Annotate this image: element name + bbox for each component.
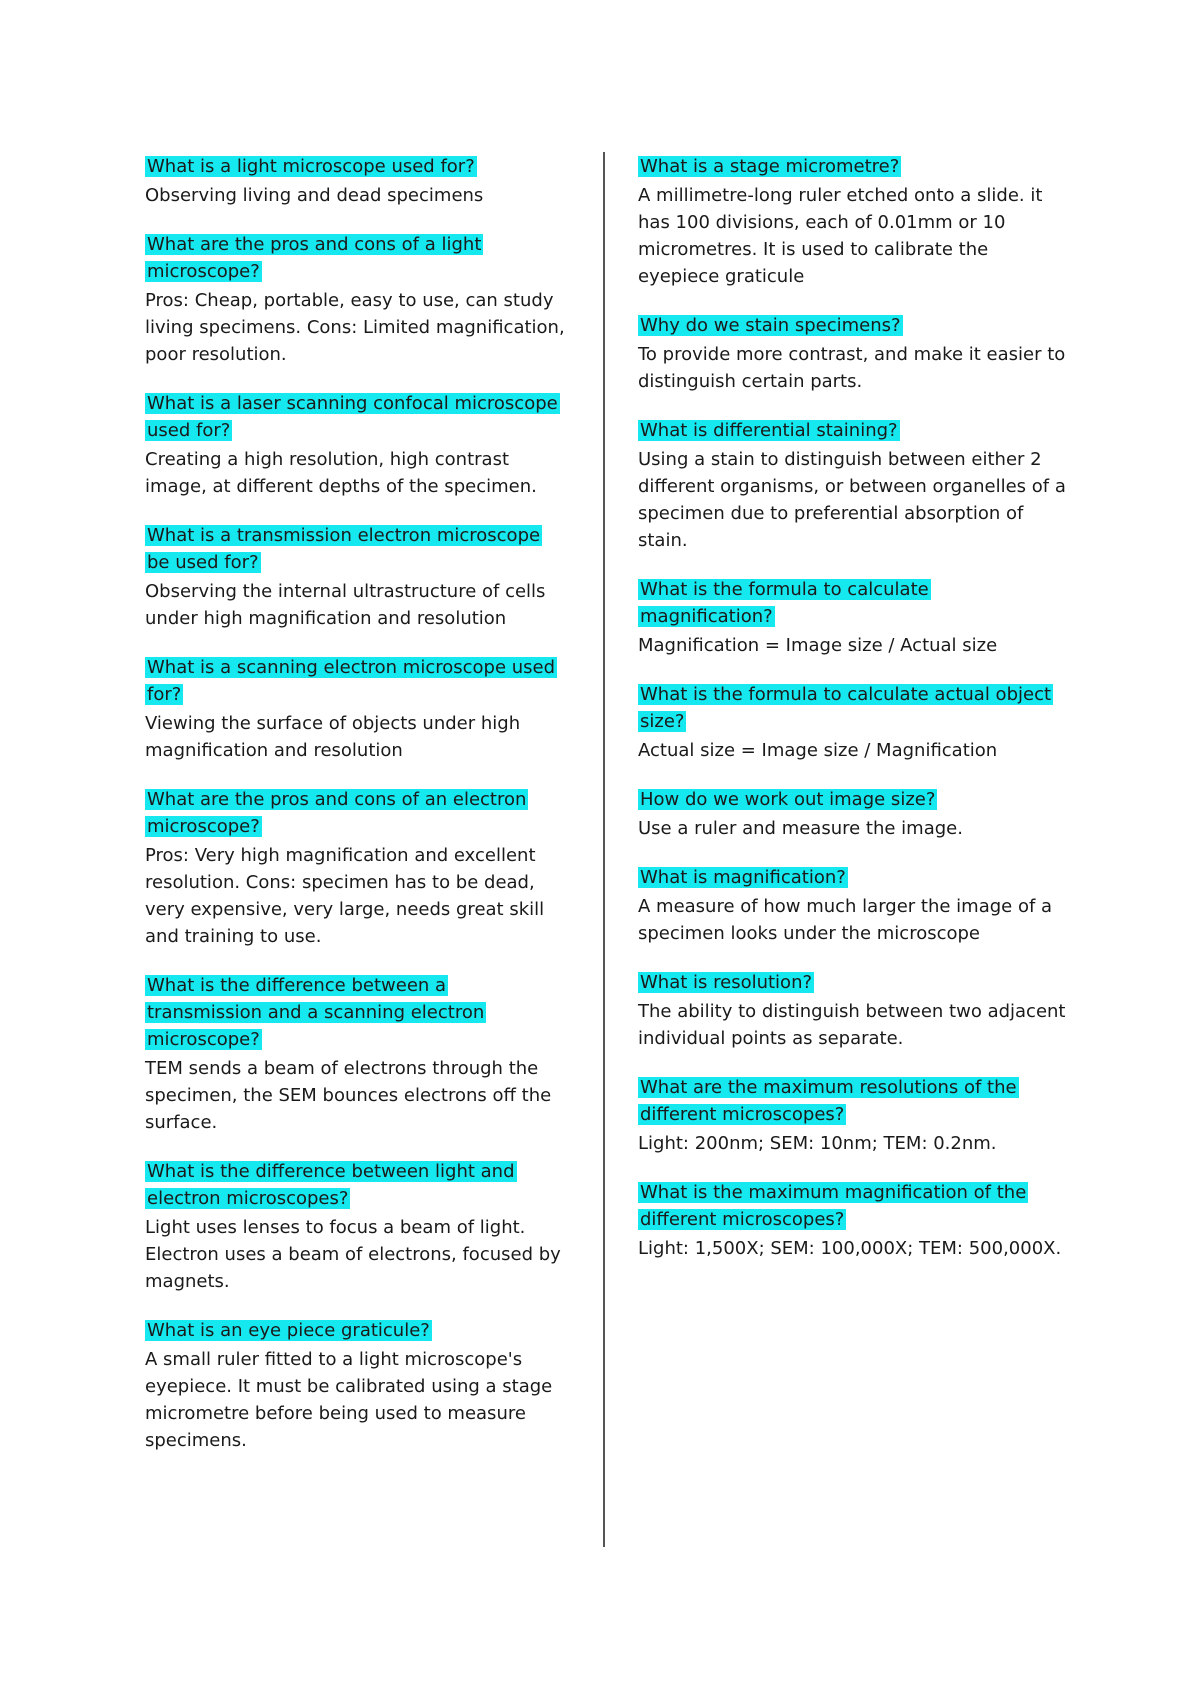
highlighted-question: What is a transmission electron microscope be used for?: [147, 525, 541, 573]
qa-item: [145, 1317, 565, 1454]
answer: TEM sends a beam of electrons through the specimen, the SEM bounces electrons off the surface.: [145, 1058, 552, 1133]
qa-item: [638, 786, 1068, 842]
question: [145, 153, 565, 180]
highlighted-question: What is an eye piece graticule?: [147, 1320, 430, 1341]
highlighted-question: What is a scanning electron microscope used for?: [147, 657, 556, 705]
question: [145, 654, 565, 708]
qa-item: [638, 312, 1068, 395]
answer: Observing living and dead specimens: [145, 185, 484, 206]
answer: To provide more contrast, and make it easier to distinguish certain parts.: [638, 344, 1066, 392]
answer: Use a ruler and measure the image.: [638, 818, 963, 839]
qa-item: [145, 654, 565, 764]
question: [145, 390, 565, 444]
left-column: [145, 153, 565, 1476]
highlighted-question: How do we work out image size?: [640, 789, 936, 810]
highlighted-question: What is magnification?: [640, 867, 846, 888]
qa-item: [145, 153, 565, 209]
question: [145, 1158, 565, 1212]
qa-item: [145, 1158, 565, 1295]
qa-item: [145, 390, 565, 500]
highlighted-question: What is the maximum magnification of the different microscopes?: [640, 1182, 1027, 1230]
highlighted-question: What are the pros and cons of a light microscope?: [147, 234, 482, 282]
qa-item: [638, 576, 1068, 659]
highlighted-question: What is resolution?: [640, 972, 813, 993]
answer: Observing the internal ultrastructure of cells under high magnification and resolution: [145, 581, 546, 629]
qa-item: [638, 681, 1068, 764]
answer: Light uses lenses to focus a beam of light. Electron uses a beam of electrons, focused by magnets.: [145, 1217, 561, 1292]
answer: Light: 1,500X; SEM: 100,000X; TEM: 500,000X.: [638, 1238, 1062, 1259]
question: [638, 864, 1068, 891]
answer: A measure of how much larger the image of a specimen looks under the microscope: [638, 896, 1053, 944]
highlighted-question: What is the formula to calculate magnification?: [640, 579, 929, 627]
question: [145, 972, 565, 1053]
qa-item: [145, 231, 565, 368]
highlighted-question: What is differential staining?: [640, 420, 898, 441]
qa-item: [145, 972, 565, 1136]
question: [145, 1317, 565, 1344]
answer: Viewing the surface of objects under high magnification and resolution: [145, 713, 521, 761]
question: [638, 1074, 1068, 1128]
qa-item: [638, 417, 1068, 554]
answer: Creating a high resolution, high contrast image, at different depths of the specimen.: [145, 449, 537, 497]
answer: Light: 200nm; SEM: 10nm; TEM: 0.2nm.: [638, 1133, 997, 1154]
highlighted-question: What is a light microscope used for?: [147, 156, 475, 177]
qa-item: [638, 1179, 1068, 1262]
question: [638, 312, 1068, 339]
question: [638, 576, 1068, 630]
qa-item: [638, 969, 1068, 1052]
qa-item: [145, 522, 565, 632]
column-divider: [603, 152, 605, 1547]
question: [638, 681, 1068, 735]
question: [638, 153, 1068, 180]
qa-item: [638, 1074, 1068, 1157]
highlighted-question: What is the difference between light and electron microscopes?: [147, 1161, 515, 1209]
question: [145, 522, 565, 576]
right-column: [638, 153, 1068, 1284]
highlighted-question: Why do we stain specimens?: [640, 315, 901, 336]
highlighted-question: What are the pros and cons of an electron microscope?: [147, 789, 527, 837]
answer: Pros: Cheap, portable, easy to use, can study living specimens. Cons: Limited magnification, poor resolution.: [145, 290, 565, 365]
question: [638, 1179, 1068, 1233]
answer: Pros: Very high magnification and excellent resolution. Cons: specimen has to be dead, very expensive, very large, needs great skill and training to use.: [145, 845, 545, 947]
highlighted-question: What is the difference between a transmission and a scanning electron microscope?: [147, 975, 485, 1050]
highlighted-question: What is a laser scanning confocal microscope used for?: [147, 393, 558, 441]
highlighted-question: What is the formula to calculate actual object size?: [640, 684, 1052, 732]
qa-item: [638, 153, 1068, 290]
highlighted-question: What is a stage micrometre?: [640, 156, 900, 177]
question: [145, 786, 565, 840]
answer: Magnification = Image size / Actual size: [638, 635, 998, 656]
answer: A small ruler fitted to a light microscope's eyepiece. It must be calibrated using a stage micrometre before being used to measure specimens.: [145, 1349, 553, 1451]
question: [638, 969, 1068, 996]
question: [638, 786, 1068, 813]
highlighted-question: What are the maximum resolutions of the different microscopes?: [640, 1077, 1017, 1125]
answer: Actual size = Image size / Magnification: [638, 740, 998, 761]
qa-item: [638, 864, 1068, 947]
question: [638, 417, 1068, 444]
answer: A millimetre-long ruler etched onto a slide. it has 100 divisions, each of 0.01mm or 10 micrometres. It is used to calibrate the eyepiece graticule: [638, 185, 1043, 287]
question: [145, 231, 565, 285]
qa-item: [145, 786, 565, 950]
answer: The ability to distinguish between two adjacent individual points as separate.: [638, 1001, 1066, 1049]
answer: Using a stain to distinguish between either 2 different organisms, or between organelles of a specimen due to preferential absorption of stain.: [638, 449, 1066, 551]
